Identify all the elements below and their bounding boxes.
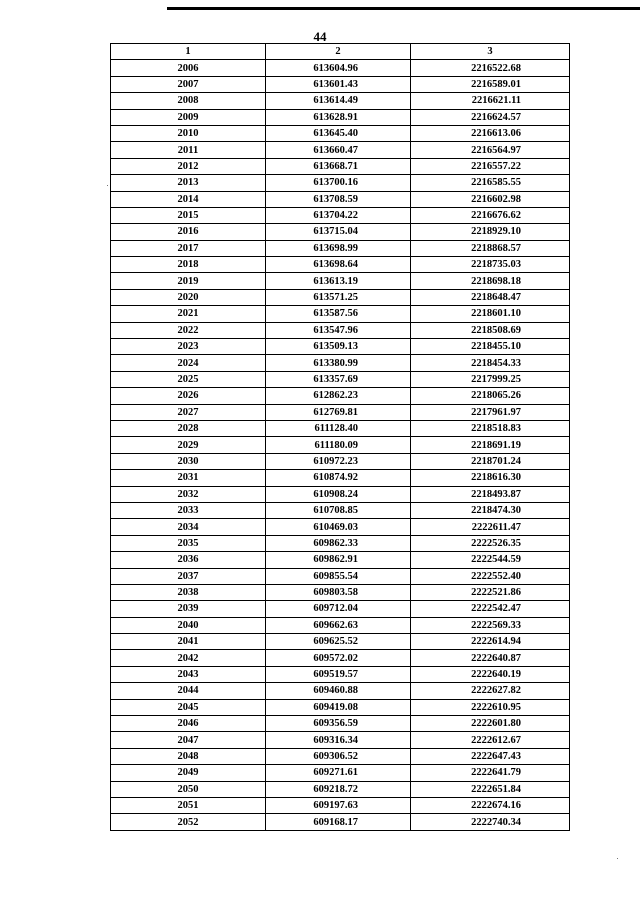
point-number-cell: 2009	[111, 109, 266, 125]
table-row	[111, 207, 570, 223]
table-row	[111, 535, 570, 551]
scan-speck	[617, 858, 618, 859]
x-coordinate-cell: 612769.81	[266, 404, 411, 420]
table-row	[111, 584, 570, 600]
x-coordinate-cell: 613509.13	[266, 339, 411, 355]
y-coordinate-cell: 2216522.68	[411, 60, 570, 76]
y-coordinate-cell: 2218518.83	[411, 420, 570, 436]
y-coordinate-cell: 2218868.57	[411, 240, 570, 256]
point-number-cell: 2022	[111, 322, 266, 338]
x-coordinate-cell: 609862.33	[266, 535, 411, 551]
y-coordinate-cell: 2216585.55	[411, 175, 570, 191]
point-number-cell: 2033	[111, 502, 266, 518]
y-coordinate-cell: 2222601.80	[411, 716, 570, 732]
y-coordinate-cell: 2222544.59	[411, 552, 570, 568]
table-row	[111, 617, 570, 633]
point-number-cell: 2018	[111, 257, 266, 273]
table-row	[111, 568, 570, 584]
point-number-cell: 2031	[111, 470, 266, 486]
table-row	[111, 158, 570, 174]
x-coordinate-cell: 609356.59	[266, 716, 411, 732]
x-coordinate-cell: 613614.49	[266, 93, 411, 109]
point-number-cell: 2032	[111, 486, 266, 502]
x-coordinate-cell: 613660.47	[266, 142, 411, 158]
table-row	[111, 519, 570, 535]
point-number-cell: 2043	[111, 666, 266, 682]
table-row	[111, 650, 570, 666]
y-coordinate-cell: 2222610.95	[411, 699, 570, 715]
point-number-cell: 2035	[111, 535, 266, 551]
x-coordinate-cell: 610874.92	[266, 470, 411, 486]
page-number: 44	[313, 29, 327, 44]
point-number-cell: 2045	[111, 699, 266, 715]
table-header-row	[111, 44, 570, 60]
table-row	[111, 125, 570, 141]
column-header-1: 1	[111, 44, 266, 60]
x-coordinate-cell: 613704.22	[266, 207, 411, 223]
x-coordinate-cell: 610908.24	[266, 486, 411, 502]
y-coordinate-cell: 2218616.30	[411, 470, 570, 486]
x-coordinate-cell: 613698.64	[266, 257, 411, 273]
column-header-3: 3	[411, 44, 570, 60]
x-coordinate-cell: 613587.56	[266, 306, 411, 322]
y-coordinate-cell: 2218454.33	[411, 355, 570, 371]
point-number-cell: 2008	[111, 93, 266, 109]
x-coordinate-cell: 609419.08	[266, 699, 411, 715]
y-coordinate-cell: 2216602.98	[411, 191, 570, 207]
coordinates-table	[110, 43, 570, 831]
x-coordinate-cell: 613715.04	[266, 224, 411, 240]
x-coordinate-cell: 609572.02	[266, 650, 411, 666]
table-row	[111, 437, 570, 453]
table-body	[111, 60, 570, 830]
y-coordinate-cell: 2216589.01	[411, 76, 570, 92]
table-row	[111, 814, 570, 830]
x-coordinate-cell: 613698.99	[266, 240, 411, 256]
y-coordinate-cell: 2218601.10	[411, 306, 570, 322]
point-number-cell: 2028	[111, 420, 266, 436]
x-coordinate-cell: 609662.63	[266, 617, 411, 633]
y-coordinate-cell: 2222651.84	[411, 781, 570, 797]
table-row	[111, 453, 570, 469]
table-row	[111, 175, 570, 191]
point-number-cell: 2015	[111, 207, 266, 223]
point-number-cell: 2027	[111, 404, 266, 420]
x-coordinate-cell: 609271.61	[266, 765, 411, 781]
table-row	[111, 388, 570, 404]
y-coordinate-cell: 2222612.67	[411, 732, 570, 748]
point-number-cell: 2036	[111, 552, 266, 568]
x-coordinate-cell: 609519.57	[266, 666, 411, 682]
y-coordinate-cell: 2222552.40	[411, 568, 570, 584]
table-row	[111, 240, 570, 256]
y-coordinate-cell: 2218701.24	[411, 453, 570, 469]
y-coordinate-cell: 2222640.19	[411, 666, 570, 682]
table-row	[111, 502, 570, 518]
x-coordinate-cell: 613571.25	[266, 289, 411, 305]
y-coordinate-cell: 2222526.35	[411, 535, 570, 551]
point-number-cell: 2038	[111, 584, 266, 600]
x-coordinate-cell: 609168.17	[266, 814, 411, 830]
table-row	[111, 404, 570, 420]
y-coordinate-cell: 2222569.33	[411, 617, 570, 633]
y-coordinate-cell: 2218691.19	[411, 437, 570, 453]
column-header-2: 2	[266, 44, 411, 60]
y-coordinate-cell: 2216613.06	[411, 125, 570, 141]
x-coordinate-cell: 610708.85	[266, 502, 411, 518]
y-coordinate-cell: 2218698.18	[411, 273, 570, 289]
y-coordinate-cell: 2218455.10	[411, 339, 570, 355]
table-row	[111, 289, 570, 305]
x-coordinate-cell: 613380.99	[266, 355, 411, 371]
x-coordinate-cell: 609218.72	[266, 781, 411, 797]
x-coordinate-cell: 609316.34	[266, 732, 411, 748]
y-coordinate-cell: 2222521.86	[411, 584, 570, 600]
point-number-cell: 2011	[111, 142, 266, 158]
y-coordinate-cell: 2216564.97	[411, 142, 570, 158]
table-row	[111, 666, 570, 682]
x-coordinate-cell: 613604.96	[266, 60, 411, 76]
point-number-cell: 2012	[111, 158, 266, 174]
table-row	[111, 322, 570, 338]
y-coordinate-cell: 2222647.43	[411, 748, 570, 764]
table-row	[111, 109, 570, 125]
y-coordinate-cell: 2216621.11	[411, 93, 570, 109]
x-coordinate-cell: 609197.63	[266, 797, 411, 813]
x-coordinate-cell: 613547.96	[266, 322, 411, 338]
point-number-cell: 2030	[111, 453, 266, 469]
point-number-cell: 2016	[111, 224, 266, 240]
point-number-cell: 2051	[111, 797, 266, 813]
y-coordinate-cell: 2216624.57	[411, 109, 570, 125]
table-row	[111, 273, 570, 289]
table-row	[111, 470, 570, 486]
table-row	[111, 683, 570, 699]
point-number-cell: 2021	[111, 306, 266, 322]
x-coordinate-cell: 613708.59	[266, 191, 411, 207]
y-coordinate-cell: 2222674.16	[411, 797, 570, 813]
point-number-cell: 2046	[111, 716, 266, 732]
point-number-cell: 2013	[111, 175, 266, 191]
table-row	[111, 781, 570, 797]
point-number-cell: 2017	[111, 240, 266, 256]
y-coordinate-cell: 2218648.47	[411, 289, 570, 305]
table-row	[111, 93, 570, 109]
point-number-cell: 2026	[111, 388, 266, 404]
point-number-cell: 2023	[111, 339, 266, 355]
table-row	[111, 306, 570, 322]
table-row	[111, 257, 570, 273]
y-coordinate-cell: 2222740.34	[411, 814, 570, 830]
x-coordinate-cell: 609803.58	[266, 584, 411, 600]
scan-speck	[107, 185, 108, 186]
x-coordinate-cell: 609460.88	[266, 683, 411, 699]
y-coordinate-cell: 2222640.87	[411, 650, 570, 666]
point-number-cell: 2047	[111, 732, 266, 748]
x-coordinate-cell: 609306.52	[266, 748, 411, 764]
table-row	[111, 420, 570, 436]
table-row	[111, 142, 570, 158]
y-coordinate-cell: 2218735.03	[411, 257, 570, 273]
point-number-cell: 2025	[111, 371, 266, 387]
y-coordinate-cell: 2217961.97	[411, 404, 570, 420]
y-coordinate-cell: 2218493.87	[411, 486, 570, 502]
point-number-cell: 2010	[111, 125, 266, 141]
point-number-cell: 2006	[111, 60, 266, 76]
table-row	[111, 699, 570, 715]
x-coordinate-cell: 610469.03	[266, 519, 411, 535]
x-coordinate-cell: 613668.71	[266, 158, 411, 174]
x-coordinate-cell: 613357.69	[266, 371, 411, 387]
table-row	[111, 355, 570, 371]
y-coordinate-cell: 2222641.79	[411, 765, 570, 781]
point-number-cell: 2042	[111, 650, 266, 666]
table-row	[111, 797, 570, 813]
x-coordinate-cell: 609862.91	[266, 552, 411, 568]
x-coordinate-cell: 609625.52	[266, 634, 411, 650]
y-coordinate-cell: 2222542.47	[411, 601, 570, 617]
point-number-cell: 2037	[111, 568, 266, 584]
point-number-cell: 2041	[111, 634, 266, 650]
y-coordinate-cell: 2218929.10	[411, 224, 570, 240]
point-number-cell: 2048	[111, 748, 266, 764]
point-number-cell: 2044	[111, 683, 266, 699]
table-row	[111, 732, 570, 748]
point-number-cell: 2039	[111, 601, 266, 617]
table-row	[111, 486, 570, 502]
table-row	[111, 716, 570, 732]
point-number-cell: 2020	[111, 289, 266, 305]
x-coordinate-cell: 609855.54	[266, 568, 411, 584]
point-number-cell: 2029	[111, 437, 266, 453]
point-number-cell: 2024	[111, 355, 266, 371]
x-coordinate-cell: 613601.43	[266, 76, 411, 92]
table-row	[111, 765, 570, 781]
point-number-cell: 2034	[111, 519, 266, 535]
table-row	[111, 748, 570, 764]
y-coordinate-cell: 2218508.69	[411, 322, 570, 338]
table-row	[111, 371, 570, 387]
top-rule	[167, 7, 640, 10]
point-number-cell: 2050	[111, 781, 266, 797]
y-coordinate-cell: 2222611.47	[411, 519, 570, 535]
point-number-cell: 2007	[111, 76, 266, 92]
table-row	[111, 60, 570, 76]
table-row	[111, 76, 570, 92]
y-coordinate-cell: 2222627.82	[411, 683, 570, 699]
table-row	[111, 191, 570, 207]
point-number-cell: 2014	[111, 191, 266, 207]
x-coordinate-cell: 609712.04	[266, 601, 411, 617]
point-number-cell: 2040	[111, 617, 266, 633]
table-row	[111, 339, 570, 355]
point-number-cell: 2052	[111, 814, 266, 830]
y-coordinate-cell: 2218474.30	[411, 502, 570, 518]
y-coordinate-cell: 2218065.26	[411, 388, 570, 404]
y-coordinate-cell: 2216676.62	[411, 207, 570, 223]
x-coordinate-cell: 611128.40	[266, 420, 411, 436]
table-row	[111, 634, 570, 650]
y-coordinate-cell: 2222614.94	[411, 634, 570, 650]
x-coordinate-cell: 610972.23	[266, 453, 411, 469]
x-coordinate-cell: 613628.91	[266, 109, 411, 125]
table-row	[111, 601, 570, 617]
x-coordinate-cell: 611180.09	[266, 437, 411, 453]
table-row	[111, 552, 570, 568]
point-number-cell: 2019	[111, 273, 266, 289]
x-coordinate-cell: 612862.23	[266, 388, 411, 404]
table-row	[111, 224, 570, 240]
x-coordinate-cell: 613613.19	[266, 273, 411, 289]
x-coordinate-cell: 613700.16	[266, 175, 411, 191]
point-number-cell: 2049	[111, 765, 266, 781]
y-coordinate-cell: 2216557.22	[411, 158, 570, 174]
x-coordinate-cell: 613645.40	[266, 125, 411, 141]
y-coordinate-cell: 2217999.25	[411, 371, 570, 387]
